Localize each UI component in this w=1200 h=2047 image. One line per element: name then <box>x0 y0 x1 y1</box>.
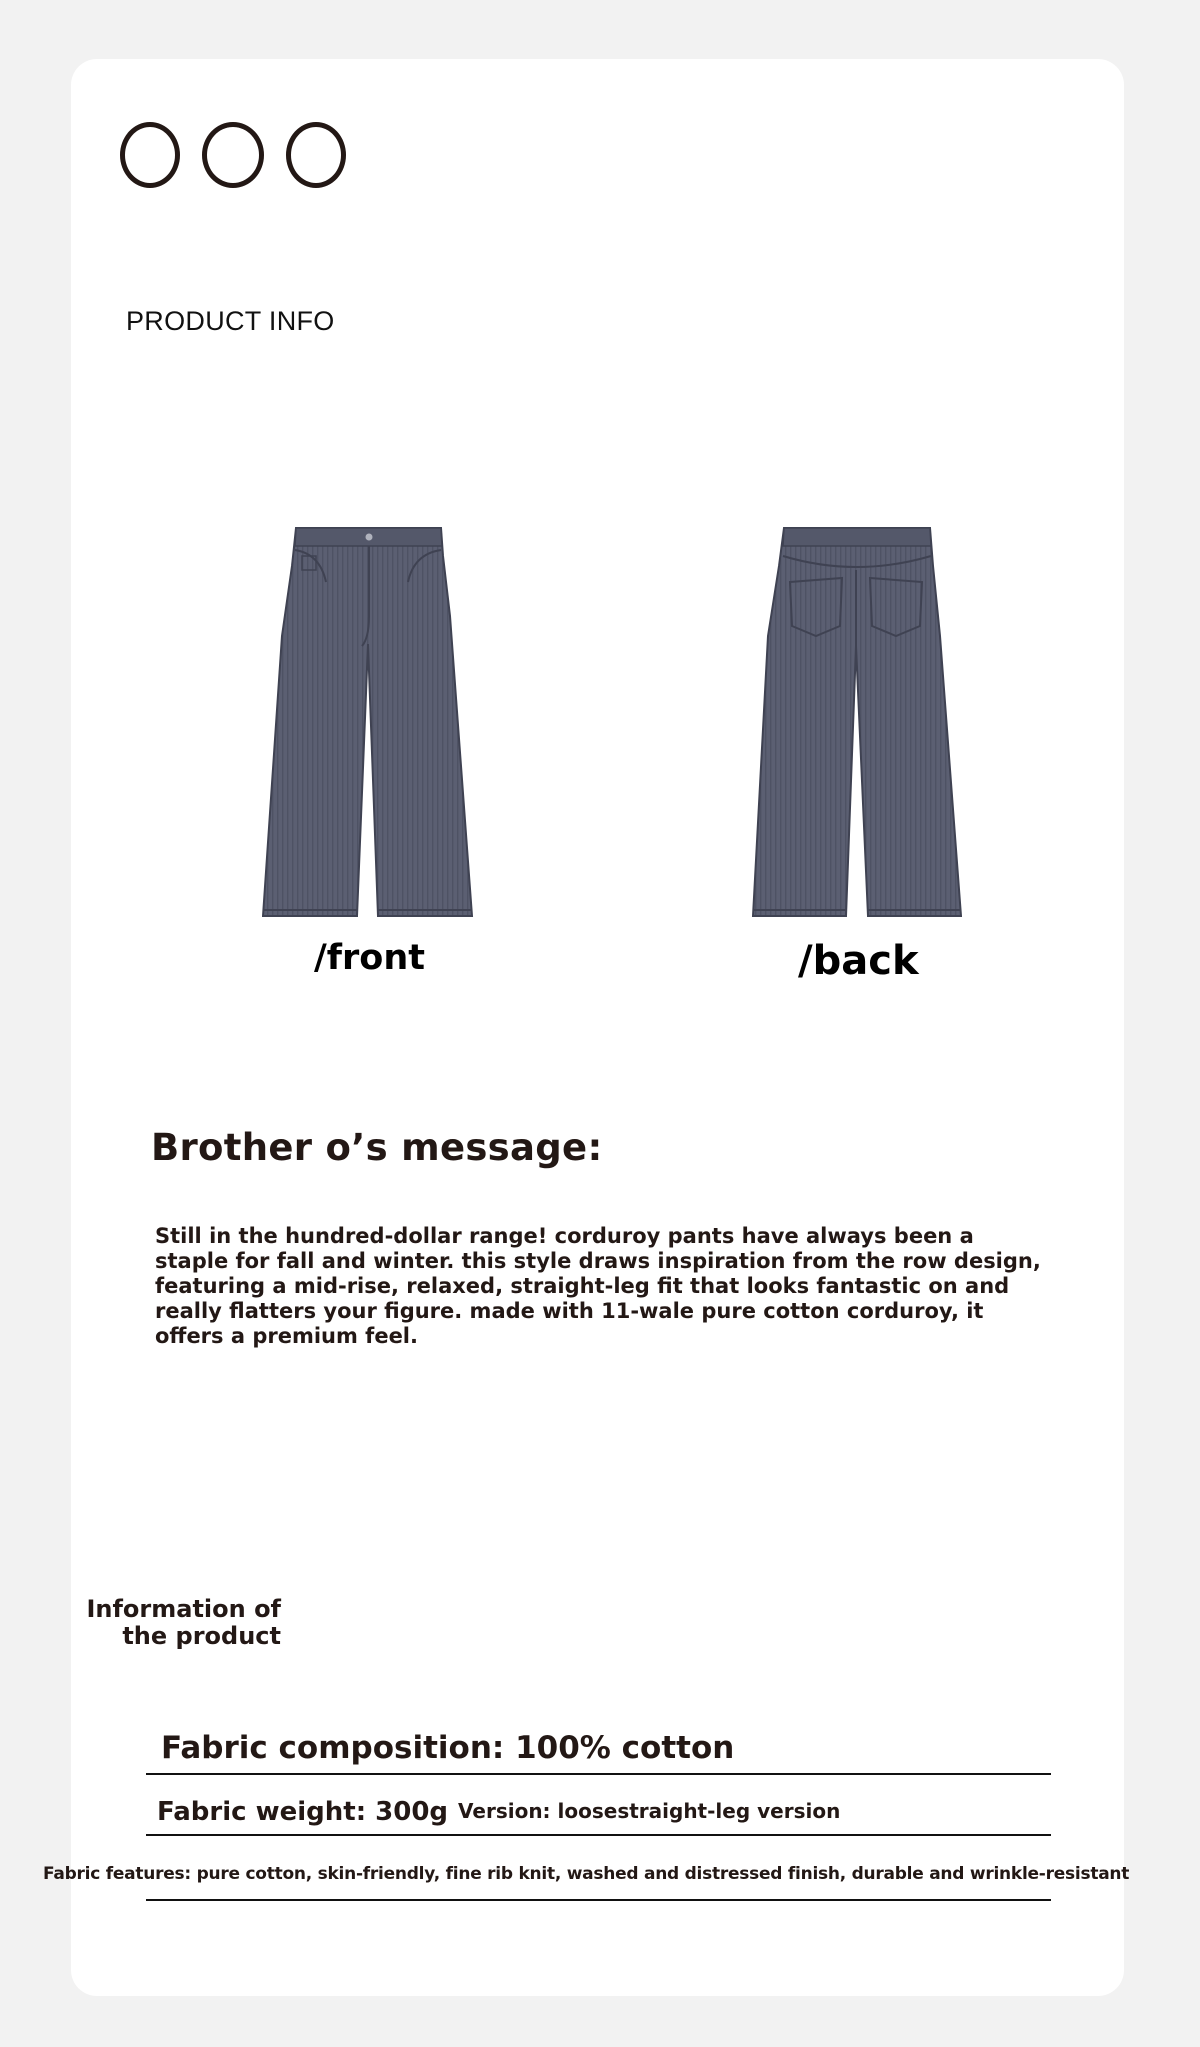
pants-back-image <box>750 526 962 918</box>
fabric-weight: Fabric weight: 300g <box>157 1797 449 1827</box>
message-body: Still in the hundred-dollar range! corduroy pants have always been a staple for fall and winter. this style draws inspiration from the row design, featuring a mid-rise, relaxed, straight-leg fit that looks fantastic on and really flatters your figure. made with 11-wale pure cotton corduroy, it offers a premium feel. <box>155 1224 1041 1348</box>
section-label-product-info: PRODUCT INFO <box>126 306 335 336</box>
front-view-label: /front <box>314 938 425 978</box>
divider <box>146 1834 1051 1836</box>
fabric-composition: Fabric composition: 100% cotton <box>161 1730 735 1766</box>
divider <box>146 1773 1051 1775</box>
message-title: Brother o’s message: <box>151 1126 603 1169</box>
divider <box>146 1899 1051 1901</box>
pants-front-image <box>262 526 474 918</box>
product-info-heading: Information of the product <box>86 1595 281 1650</box>
brand-logo <box>120 122 346 188</box>
logo-circle-icon <box>286 122 346 188</box>
version: Version: loosestraight-leg version <box>458 1799 841 1823</box>
logo-circle-icon <box>120 122 180 188</box>
back-view-label: /back <box>798 938 919 984</box>
fabric-features: Fabric features: pure cotton, skin-friendly, fine rib knit, washed and distressed finish, durable and wrinkle-resistant <box>43 1864 1130 1884</box>
logo-circle-icon <box>202 122 264 188</box>
content-card <box>71 59 1124 1996</box>
